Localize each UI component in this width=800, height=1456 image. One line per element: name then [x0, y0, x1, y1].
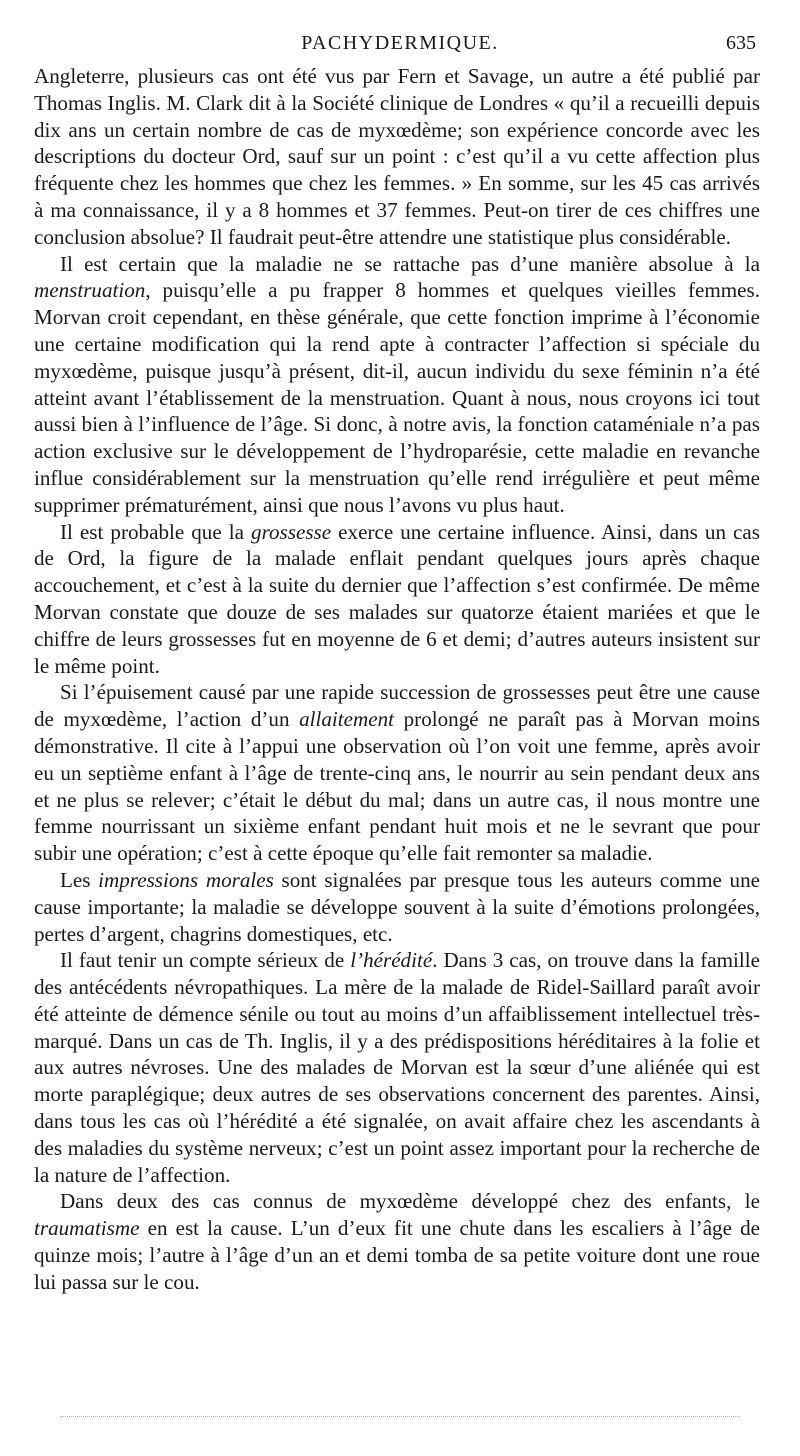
italic-term: traumatisme [34, 1216, 140, 1241]
paragraph-impressions-morales [34, 867, 760, 947]
text-run: Les [60, 867, 99, 892]
italic-term: impressions morales [98, 867, 274, 892]
paragraph-grossesse [34, 519, 760, 680]
body-text [34, 63, 760, 1296]
text-run: prolongé ne paraît pas à Morvan moins démonstrative. Il cite à l’appui une observation où l’on voit une femme, après avoir eu un septième enfant à l’âge de trente-cinq ans, le nourrir au sein pendant deux ans et ne plus se relever; c’était le début du mal; dans un autre cas, il nous montre une femme nourrissant un sixième enfant pendant huit mois et ne le sevrant que pour subir une opération; c’est à cette époque qu’elle fait remonter sa maladie. [34, 707, 760, 866]
text-run: , puisqu’elle a pu frapper 8 hommes et quelques vieilles femmes. Morvan croit cependant, en thèse générale, que cette fonction imprime à l’économie une certaine modification qui la rend apte à contracter l’affection si spéciale du myxœdème, puisque jusqu’à présent, dit-il, aucun individu du sexe féminin n’a été atteint avant l’établissement de la menstruation. Quant à nous, nous croyons ici tout aussi bien à l’influence de l’âge. Si donc, à notre avis, la fonction cataméniale n’a pas action exclusive sur le développement de l’hydroparésie, cette maladie en revanche influe considérablement sur la menstruation qu’elle rend irrégulière et peut même supprimer prématurément, ainsi que nous l’avons vu plus haut. [34, 278, 760, 517]
paragraph-continuation: Angleterre, plusieurs cas ont été vus par Fern et Savage, un autre a été publié par Thomas Inglis. M. Clark dit à la Société clinique de Londres « qu’il a recueilli depuis dix ans un certain nombre de cas de myxœdème; son expérience concorde avec les descriptions du docteur Ord, sauf sur un point : c’est qu’il a vu cette affection plus fréquente chez les hommes que chez les femmes. » En somme, sur les 45 cas arrivés à ma connaissance, il y a 8 hommes et 37 femmes. Peut-on tirer de ces chiffres une conclusion absolue? Il faudrait peut-être attendre une statistique plus considérable. [34, 64, 760, 249]
italic-term: menstruation [34, 278, 146, 303]
paragraph-heredite [34, 947, 760, 1188]
text-run: exerce une certaine influence. Ainsi, dans un cas de Ord, la figure de la malade enflait pendant quelques jours après chaque accouchement, et c’est à la suite du dernier que l’affection s’est confirmée. De même Morvan constate que douze de ses malades sur quatorze étaient mariées et que le chiffre de leurs grossesses fut en moyenne de 6 et demi; d’autres auteurs insistent sur le même point. [34, 519, 760, 678]
text-run: sont signalées par presque tous les auteurs comme une cause importante; la maladie se développe souvent à la suite d’émotions prolongées, pertes d’argent, chagrins domestiques, etc. [34, 867, 760, 946]
text-run: Il faut tenir un compte sérieux de [60, 948, 351, 973]
footer-rule [60, 1416, 740, 1417]
text-run: Il est probable que la [60, 519, 252, 544]
running-title: PACHYDERMIQUE. [301, 32, 499, 54]
text-run: en est la cause. L’un d’eux fit une chute dans les escaliers à l’âge de quinze mois; l’autre à l’âge d’un an et demi tomba de sa petite voiture dont une roue lui passa sur le cou. [34, 1216, 760, 1294]
paragraph-menstruation [34, 251, 760, 519]
page-number: 635 [726, 32, 756, 54]
paragraph-allaitement [34, 679, 760, 867]
text-run: . Dans 3 cas, on trouve dans la famille des antécédents névropathiques. La mère de la malade de Ridel-Saillard paraît avoir été atteinte de démence sénile ou tout au moins d’un affaiblissement intellectuel très-marqué. Dans un cas de Th. Inglis, il y a des prédispositions héréditaires à la folie et aux autres névroses. Une des malades de Morvan est la sœur d’une aliénée qui est morte paraplégique; deux autres de ses observations concernent des parentes. Ainsi, dans tous les cas où l’hérédité a été signalée, on avait affaire chez les ascendants à des maladies du système nerveux; c’est un point assez important pour la recherche de la nature de l’affection. [34, 948, 760, 1187]
page-header [30, 30, 770, 60]
paragraph-traumatisme [34, 1188, 760, 1295]
text-run: Il est certain que la maladie ne se rattache pas d’une manière absolue à la [60, 251, 760, 276]
italic-term: l’hérédité [350, 948, 433, 973]
italic-term: allaitement [299, 707, 395, 732]
text-run: Si l’épuisement causé par une rapide succession de grossesses peut être une cause de myxœdème, l’action d’un [34, 680, 760, 732]
italic-term: grossesse [251, 519, 332, 544]
text-run: Dans deux des cas connus de myxœdème développé chez des enfants, le [60, 1189, 760, 1214]
